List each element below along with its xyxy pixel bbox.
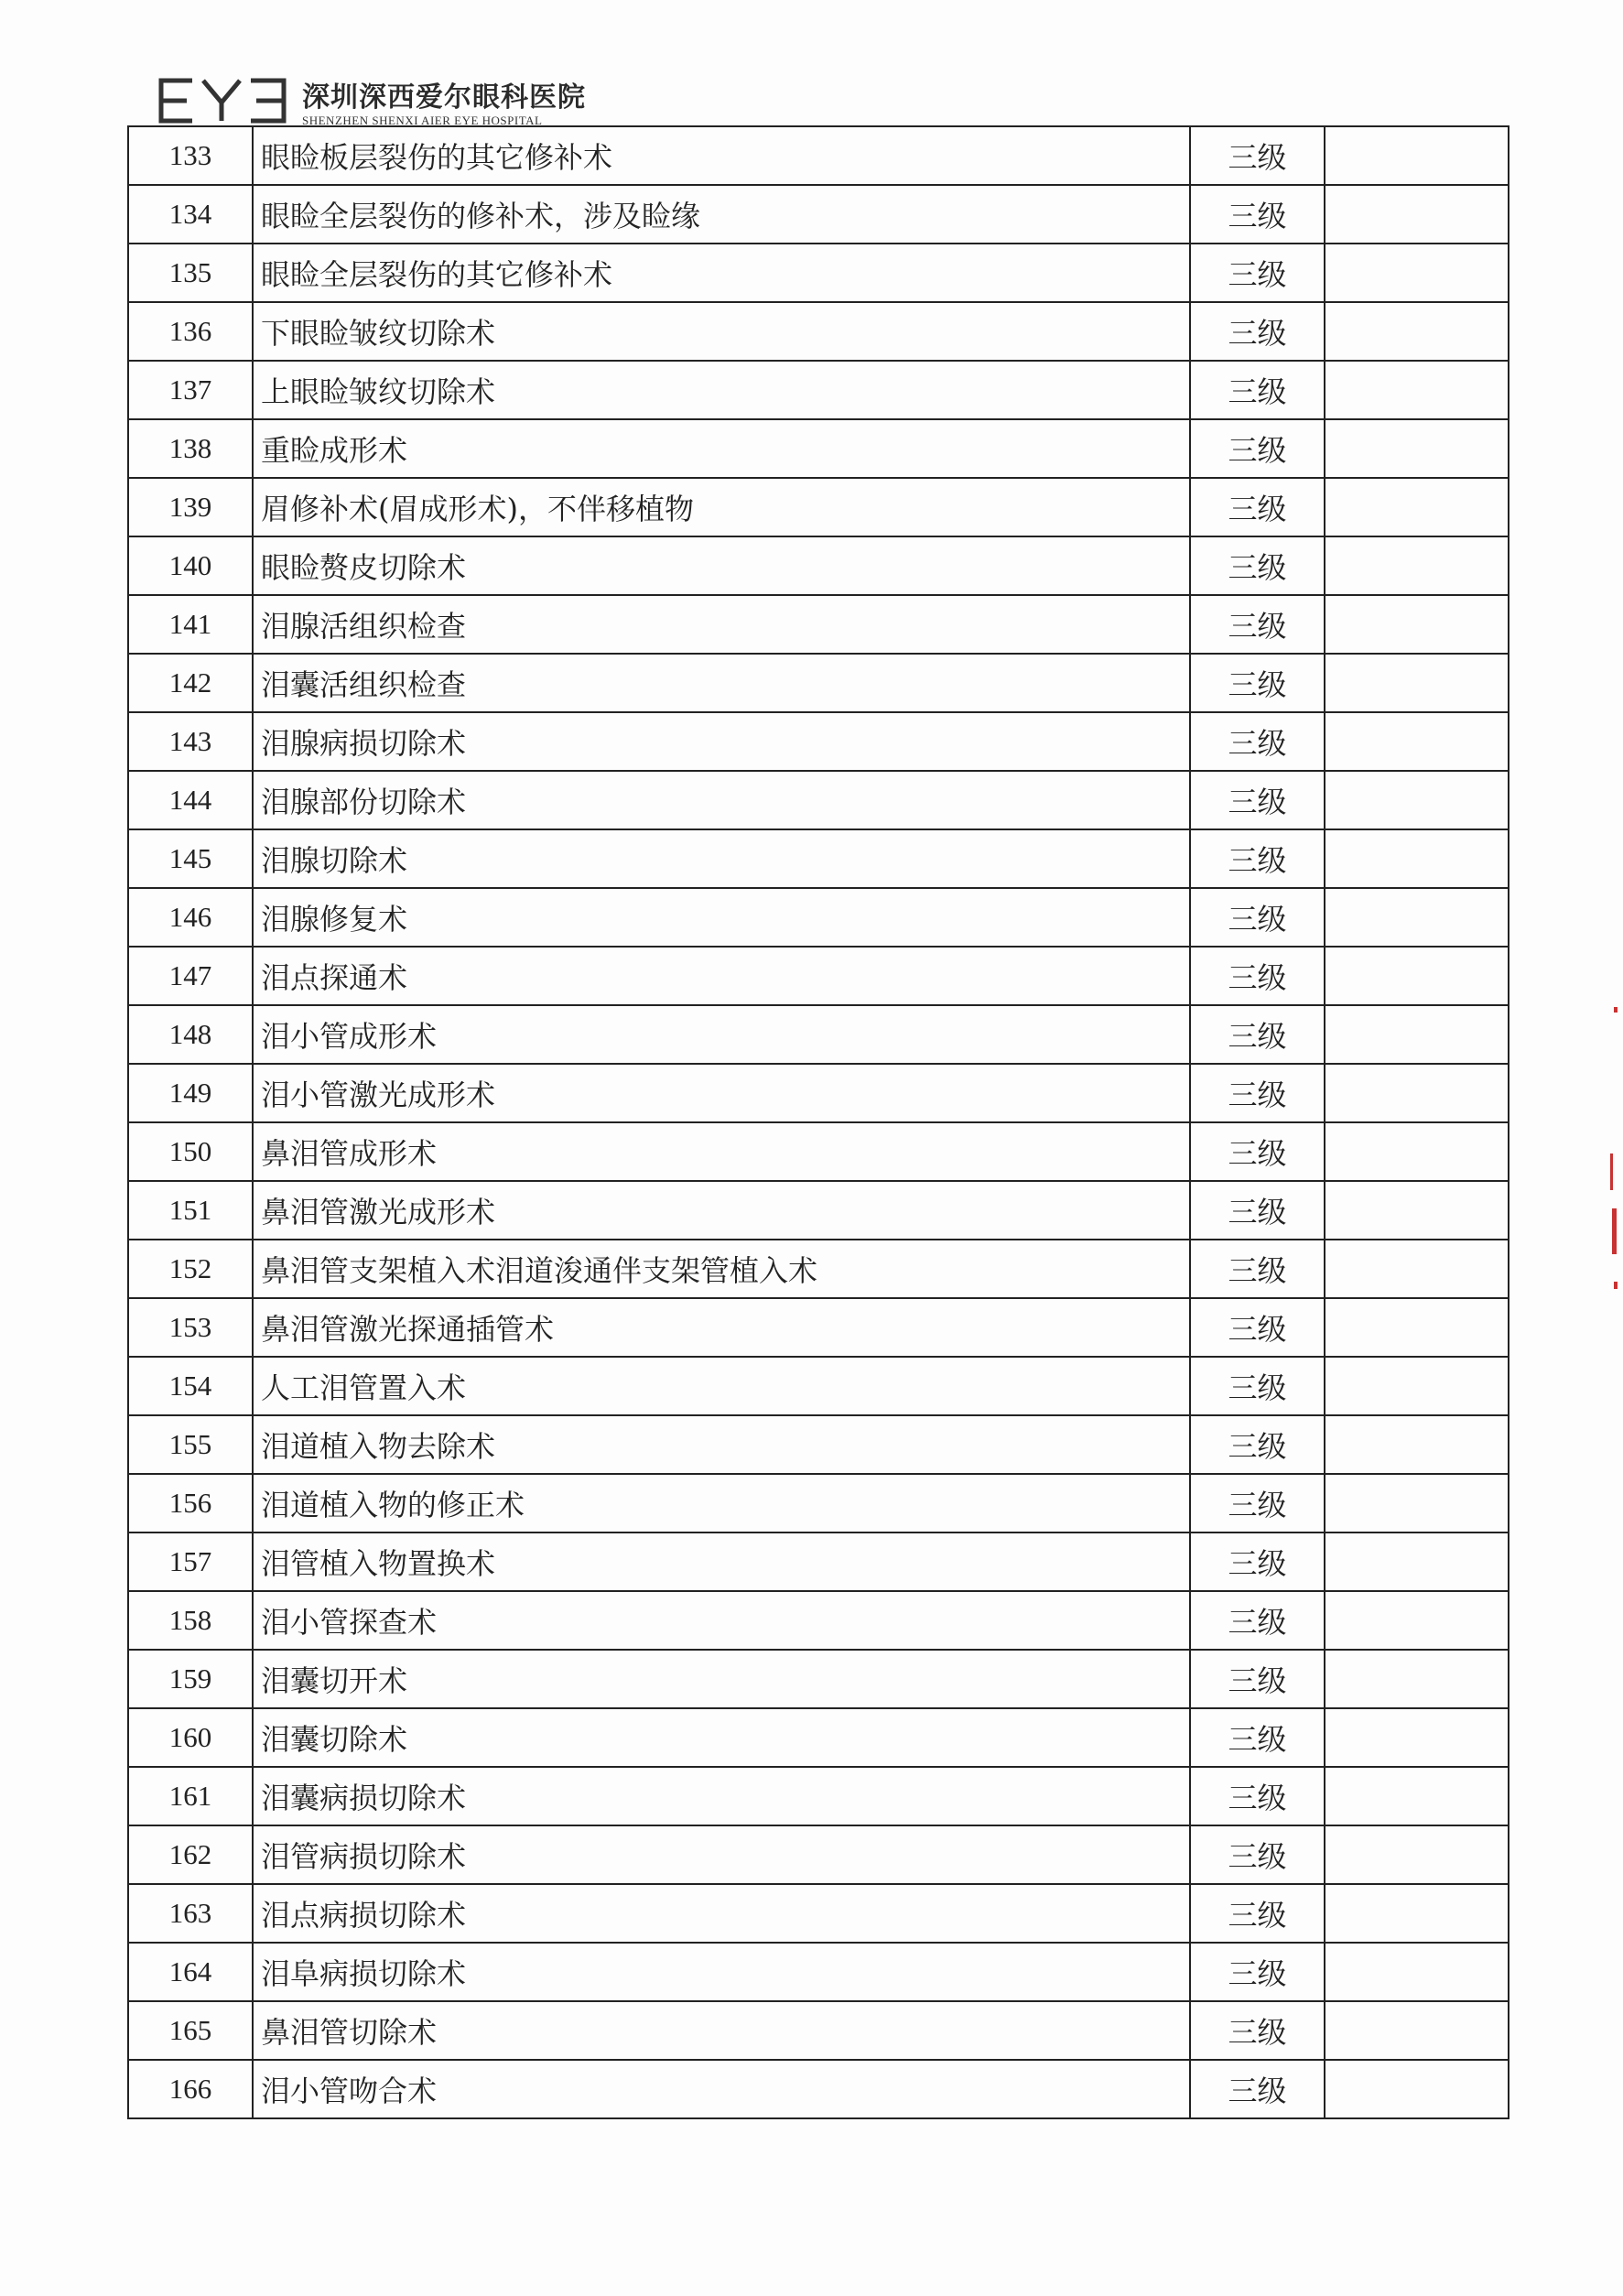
surgery-level: 三级 — [1190, 2060, 1325, 2118]
table-row — [128, 1298, 1509, 1357]
table-row — [128, 1767, 1509, 1825]
table-row — [128, 1474, 1509, 1532]
procedure-name: 鼻泪管激光探通插管术 — [253, 1298, 1190, 1357]
row-number: 141 — [128, 595, 253, 654]
surgery-level: 三级 — [1190, 1474, 1325, 1532]
row-number: 160 — [128, 1708, 253, 1767]
row-number: 154 — [128, 1357, 253, 1415]
row-number: 135 — [128, 244, 253, 302]
remarks-cell — [1325, 654, 1509, 712]
remarks-cell — [1325, 1532, 1509, 1591]
surgery-level: 三级 — [1190, 1240, 1325, 1298]
row-number: 145 — [128, 829, 253, 888]
table-row — [128, 1064, 1509, 1122]
table-row — [128, 126, 1509, 185]
row-number: 144 — [128, 771, 253, 829]
surgery-level: 三级 — [1190, 1884, 1325, 1943]
surgery-level: 三级 — [1190, 1415, 1325, 1474]
table-row — [128, 712, 1509, 771]
row-number: 157 — [128, 1532, 253, 1591]
surgery-level: 三级 — [1190, 1708, 1325, 1767]
procedure-name: 鼻泪管支架植入术泪道浚通伴支架管植入术 — [253, 1240, 1190, 1298]
remarks-cell — [1325, 1064, 1509, 1122]
row-number: 166 — [128, 2060, 253, 2118]
remarks-cell — [1325, 595, 1509, 654]
row-number: 151 — [128, 1181, 253, 1240]
procedure-name: 眼睑板层裂伤的其它修补术 — [253, 126, 1190, 185]
row-number: 156 — [128, 1474, 253, 1532]
remarks-cell — [1325, 1357, 1509, 1415]
procedure-name: 泪小管探查术 — [253, 1591, 1190, 1650]
procedure-name: 人工泪管置入术 — [253, 1357, 1190, 1415]
remarks-cell — [1325, 888, 1509, 947]
procedure-name: 泪点探通术 — [253, 947, 1190, 1005]
remarks-cell — [1325, 1005, 1509, 1064]
row-number: 133 — [128, 126, 253, 185]
procedure-name: 眼睑全层裂伤的其它修补术 — [253, 244, 1190, 302]
procedure-name: 眉修补术(眉成形术)，不伴移植物 — [253, 478, 1190, 536]
surgery-level: 三级 — [1190, 419, 1325, 478]
table-row — [128, 478, 1509, 536]
row-number: 152 — [128, 1240, 253, 1298]
remarks-cell — [1325, 126, 1509, 185]
page-header — [156, 73, 586, 128]
surgery-level: 三级 — [1190, 361, 1325, 419]
procedure-name: 泪腺部份切除术 — [253, 771, 1190, 829]
table-row — [128, 1884, 1509, 1943]
procedure-name: 泪道植入物的修正术 — [253, 1474, 1190, 1532]
procedure-name: 泪囊活组织检查 — [253, 654, 1190, 712]
row-number: 137 — [128, 361, 253, 419]
procedure-name: 泪阜病损切除术 — [253, 1943, 1190, 2001]
surgery-level: 三级 — [1190, 536, 1325, 595]
table-row — [128, 1591, 1509, 1650]
table-row — [128, 1650, 1509, 1708]
surgery-level: 三级 — [1190, 1591, 1325, 1650]
table-row — [128, 2060, 1509, 2118]
procedure-name: 鼻泪管切除术 — [253, 2001, 1190, 2060]
surgery-level: 三级 — [1190, 302, 1325, 361]
row-number: 153 — [128, 1298, 253, 1357]
procedure-name: 下眼睑皱纹切除术 — [253, 302, 1190, 361]
hospital-name-en: SHENZHEN SHENXI AIER EYE HOSPITAL — [302, 114, 543, 127]
remarks-cell — [1325, 1708, 1509, 1767]
table-row — [128, 1005, 1509, 1064]
procedure-name: 泪管病损切除术 — [253, 1825, 1190, 1884]
row-number: 163 — [128, 1884, 253, 1943]
table-row — [128, 947, 1509, 1005]
row-number: 139 — [128, 478, 253, 536]
procedure-name: 泪管植入物置换术 — [253, 1532, 1190, 1591]
table-row — [128, 1532, 1509, 1591]
table-row — [128, 185, 1509, 244]
procedure-name: 泪点病损切除术 — [253, 1884, 1190, 1943]
procedure-name: 泪囊切开术 — [253, 1650, 1190, 1708]
row-number: 165 — [128, 2001, 253, 2060]
remarks-cell — [1325, 1474, 1509, 1532]
table-row — [128, 771, 1509, 829]
surgery-level: 三级 — [1190, 1943, 1325, 2001]
remarks-cell — [1325, 244, 1509, 302]
remarks-cell — [1325, 1181, 1509, 1240]
row-number: 138 — [128, 419, 253, 478]
table-row — [128, 1181, 1509, 1240]
eye-logo — [156, 73, 293, 128]
procedure-name: 泪小管激光成形术 — [253, 1064, 1190, 1122]
table-row — [128, 2001, 1509, 2060]
surgery-level: 三级 — [1190, 1532, 1325, 1591]
remarks-cell — [1325, 1591, 1509, 1650]
hospital-name-cn: 深圳深西爱尔眼科医院 — [302, 81, 586, 114]
procedure-name: 泪腺病损切除术 — [253, 712, 1190, 771]
surgery-level: 三级 — [1190, 1357, 1325, 1415]
red-stamp-edge — [1605, 989, 1623, 1318]
procedure-name: 鼻泪管成形术 — [253, 1122, 1190, 1181]
remarks-cell — [1325, 1240, 1509, 1298]
procedure-name: 泪囊切除术 — [253, 1708, 1190, 1767]
table-row — [128, 595, 1509, 654]
surgery-level: 三级 — [1190, 126, 1325, 185]
row-number: 140 — [128, 536, 253, 595]
row-number: 136 — [128, 302, 253, 361]
procedure-name: 泪腺修复术 — [253, 888, 1190, 947]
surgery-level: 三级 — [1190, 1298, 1325, 1357]
table-row — [128, 1943, 1509, 2001]
table-row — [128, 1122, 1509, 1181]
surgery-level: 三级 — [1190, 1650, 1325, 1708]
remarks-cell — [1325, 478, 1509, 536]
row-number: 155 — [128, 1415, 253, 1474]
remarks-cell — [1325, 947, 1509, 1005]
procedure-name: 泪小管吻合术 — [253, 2060, 1190, 2118]
procedure-name: 泪道植入物去除术 — [253, 1415, 1190, 1474]
table-row — [128, 829, 1509, 888]
remarks-cell — [1325, 361, 1509, 419]
surgery-level: 三级 — [1190, 1181, 1325, 1240]
table-row — [128, 302, 1509, 361]
table-row — [128, 654, 1509, 712]
remarks-cell — [1325, 771, 1509, 829]
remarks-cell — [1325, 419, 1509, 478]
row-number: 142 — [128, 654, 253, 712]
surgery-level: 三级 — [1190, 595, 1325, 654]
table-row — [128, 244, 1509, 302]
remarks-cell — [1325, 1825, 1509, 1884]
surgery-level: 三级 — [1190, 185, 1325, 244]
surgery-level: 三级 — [1190, 478, 1325, 536]
procedure-table — [127, 125, 1508, 2119]
procedure-name: 泪腺活组织检查 — [253, 595, 1190, 654]
table-row — [128, 1415, 1509, 1474]
table-row — [128, 1357, 1509, 1415]
row-number: 147 — [128, 947, 253, 1005]
remarks-cell — [1325, 829, 1509, 888]
table-row — [128, 1825, 1509, 1884]
remarks-cell — [1325, 1884, 1509, 1943]
procedure-name: 泪囊病损切除术 — [253, 1767, 1190, 1825]
procedure-name: 泪腺切除术 — [253, 829, 1190, 888]
procedure-name: 眼睑全层裂伤的修补术，涉及睑缘 — [253, 185, 1190, 244]
surgery-level: 三级 — [1190, 1767, 1325, 1825]
surgery-level: 三级 — [1190, 1064, 1325, 1122]
remarks-cell — [1325, 302, 1509, 361]
remarks-cell — [1325, 1122, 1509, 1181]
row-number: 150 — [128, 1122, 253, 1181]
remarks-cell — [1325, 536, 1509, 595]
table-row — [128, 1708, 1509, 1767]
remarks-cell — [1325, 1650, 1509, 1708]
procedure-name: 眼睑赘皮切除术 — [253, 536, 1190, 595]
row-number: 164 — [128, 1943, 253, 2001]
remarks-cell — [1325, 1767, 1509, 1825]
surgery-level: 三级 — [1190, 947, 1325, 1005]
procedure-name: 上眼睑皱纹切除术 — [253, 361, 1190, 419]
procedure-name: 鼻泪管激光成形术 — [253, 1181, 1190, 1240]
remarks-cell — [1325, 1298, 1509, 1357]
surgery-level: 三级 — [1190, 2001, 1325, 2060]
remarks-cell — [1325, 1415, 1509, 1474]
surgery-level: 三级 — [1190, 1122, 1325, 1181]
surgery-level: 三级 — [1190, 244, 1325, 302]
table-row — [128, 361, 1509, 419]
surgery-level: 三级 — [1190, 1825, 1325, 1884]
row-number: 162 — [128, 1825, 253, 1884]
remarks-cell — [1325, 1943, 1509, 2001]
row-number: 149 — [128, 1064, 253, 1122]
remarks-cell — [1325, 2001, 1509, 2060]
surgery-level: 三级 — [1190, 771, 1325, 829]
remarks-cell — [1325, 712, 1509, 771]
row-number: 146 — [128, 888, 253, 947]
row-number: 158 — [128, 1591, 253, 1650]
procedure-name: 重睑成形术 — [253, 419, 1190, 478]
row-number: 161 — [128, 1767, 253, 1825]
row-number: 159 — [128, 1650, 253, 1708]
surgery-level: 三级 — [1190, 888, 1325, 947]
table-row — [128, 888, 1509, 947]
row-number: 148 — [128, 1005, 253, 1064]
remarks-cell — [1325, 185, 1509, 244]
row-number: 143 — [128, 712, 253, 771]
surgery-level: 三级 — [1190, 712, 1325, 771]
table-row — [128, 536, 1509, 595]
table-row — [128, 1240, 1509, 1298]
surgery-level: 三级 — [1190, 654, 1325, 712]
table-row — [128, 419, 1509, 478]
row-number: 134 — [128, 185, 253, 244]
procedure-name: 泪小管成形术 — [253, 1005, 1190, 1064]
remarks-cell — [1325, 2060, 1509, 2118]
surgery-level: 三级 — [1190, 829, 1325, 888]
surgery-level: 三级 — [1190, 1005, 1325, 1064]
